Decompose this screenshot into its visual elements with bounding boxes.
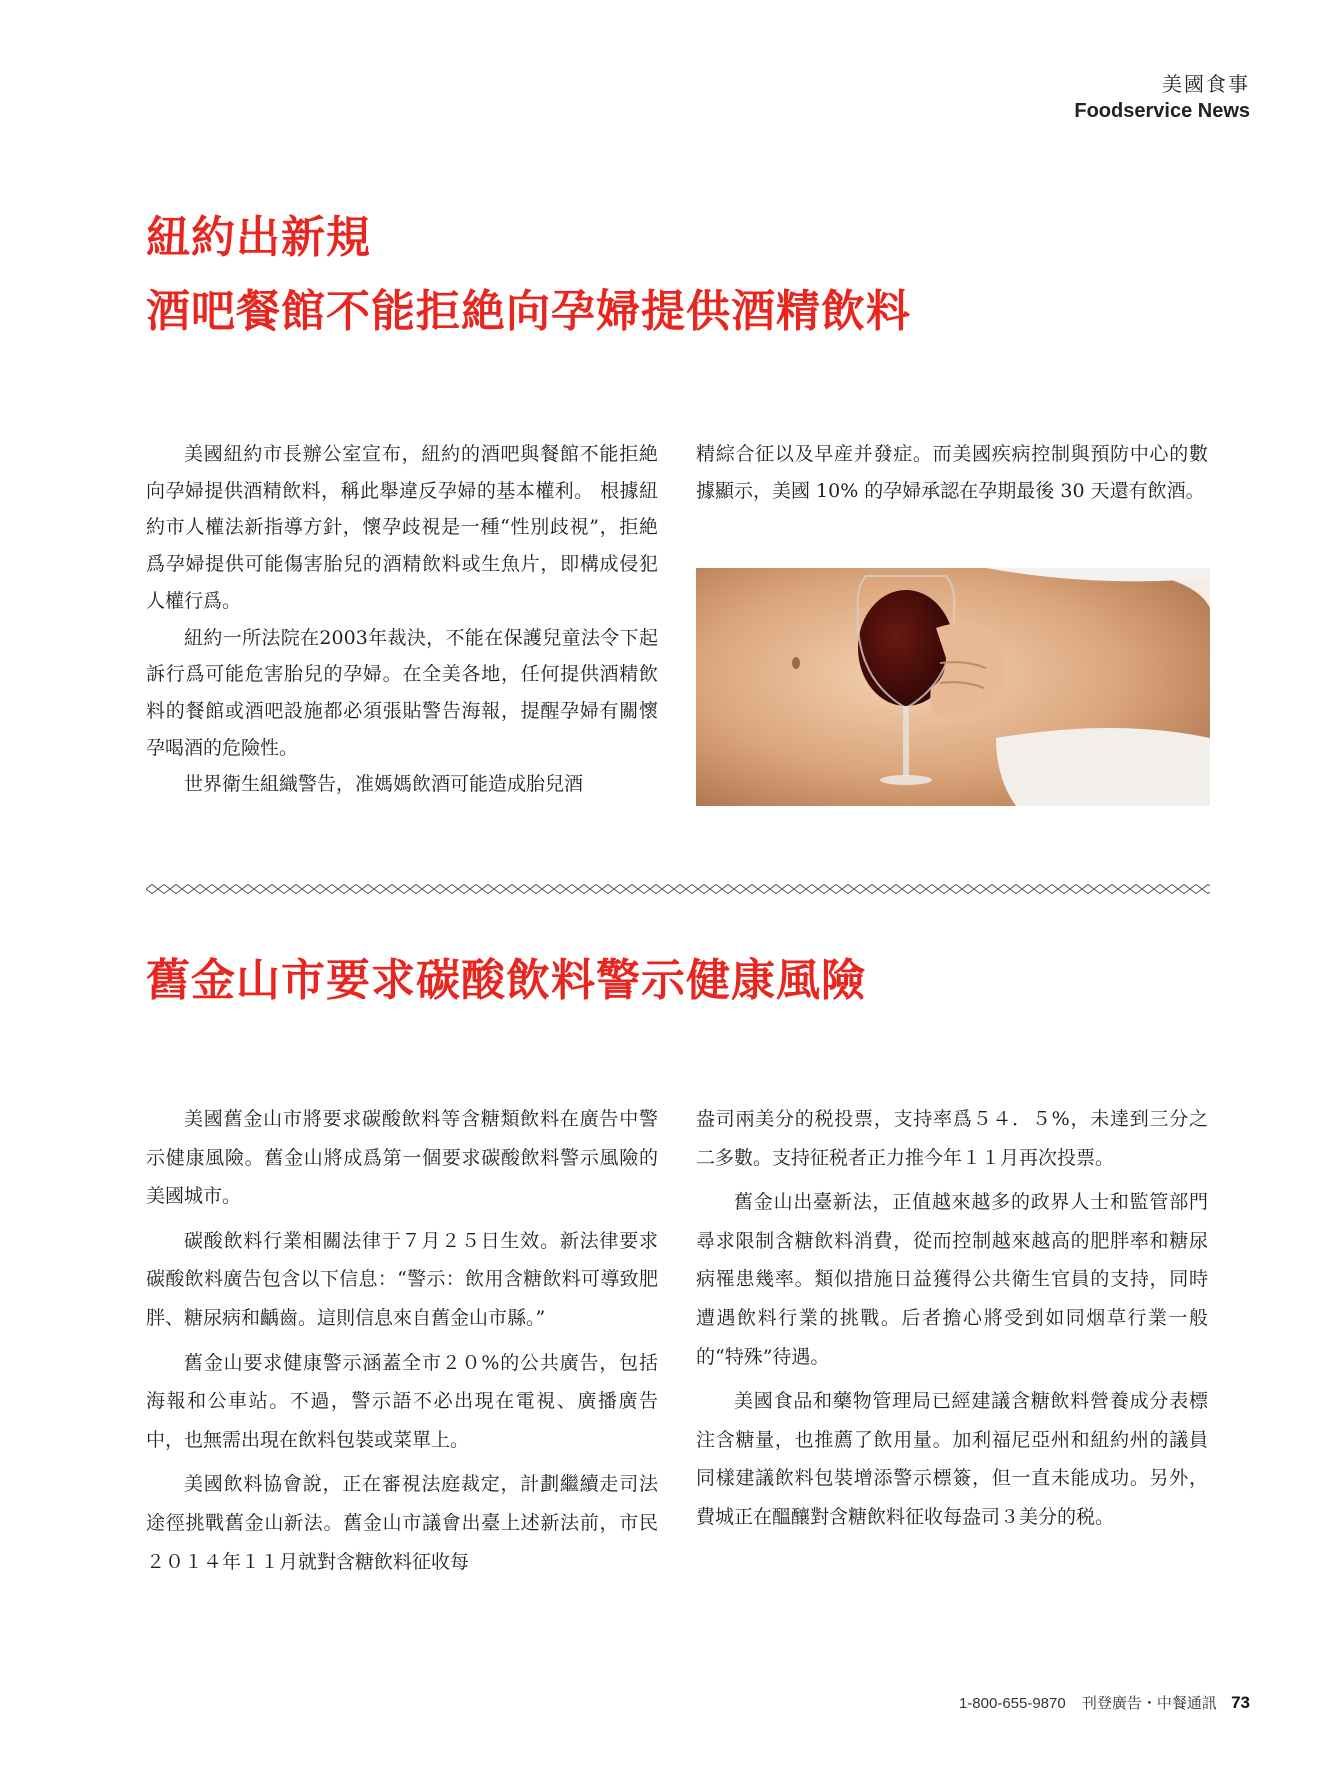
article1-right-column	[696, 436, 1208, 509]
page-number: 73	[1231, 1693, 1250, 1712]
article1-paragraph-continued: 精綜合征以及早産并發症。而美國疾病控制與預防中心的數據顯示，美國 10% 的孕婦承認在孕期最後 30 天還有飲酒。	[696, 443, 1208, 502]
article1-left-column	[146, 436, 658, 803]
article2-paragraph-continued: 盎司兩美分的税投票，支持率爲５４．５%，未達到三分之二多數。支持征税者正力推今年１１月再次投票。	[696, 1108, 1208, 1169]
article1-title-line1: 紐約出新規	[146, 212, 371, 263]
footer-label: 刊登廣告・中餐通訊	[1081, 1695, 1217, 1712]
footer-phone: 1-800-655-9870	[958, 1695, 1066, 1712]
article2-paragraph: 舊金山要求健康警示涵蓋全市２０%的公共廣告，包括海報和公車站。不過，警示語不必出現在電視、廣播廣告中，也無需出現在飲料包裝或菜單上。	[146, 1351, 658, 1451]
article2-paragraph: 舊金山出臺新法，正值越來越多的政界人士和監管部門尋求限制含糖飲料消費，從而控制越來越高的肥胖率和糖尿病罹患幾率。類似措施日益獲得公共衛生官員的支持，同時遭遇飲料行業的挑戰。后者擔心將受到如同烟草行業一般的“特殊”待遇。	[696, 1191, 1208, 1368]
section-divider	[146, 884, 1210, 894]
section-header	[1074, 70, 1250, 124]
article1-paragraph: 世界衛生組織警告，准媽媽飲酒可能造成胎兒酒	[184, 773, 584, 796]
pregnant-woman-wine-photo	[696, 568, 1210, 806]
article2-paragraph: 美國舊金山市將要求碳酸飲料等含糖類飲料在廣告中警示健康風險。舊金山將成爲第一個要求碳酸飲料警示風險的美國城市。	[146, 1108, 658, 1208]
article1-paragraph: 美國紐約市長辦公室宣布，紐約的酒吧與餐館不能拒絶向孕婦提供酒精飲料，稱此舉違反孕婦的基本權利。 根據紐約市人權法新指導方針，懷孕歧視是一種“性別歧視”，拒絶爲孕婦提供可能傷害胎兒的酒精飲料或生魚片，即構成侵犯人權行爲。	[146, 443, 658, 612]
article2-paragraph: 美國食品和藥物管理局已經建議含糖飲料營養成分表標注含糖量，也推薦了飲用量。加利福尼亞州和紐約州的議員同樣建議飲料包裝增添警示標簽，但一直未能成功。另外，費城正在醞釀對含糖飲料征收每盎司３美分的税。	[696, 1390, 1208, 1528]
page-footer	[959, 1692, 1250, 1713]
section-name-english: Foodservice News	[1074, 100, 1250, 122]
article2-paragraph: 美國飲料協會說，正在審視法庭裁定，計劃繼續走司法途徑挑戰舊金山新法。舊金山市議會出臺上述新法前，市民２０１４年１１月就對含糖飲料征收每	[146, 1473, 658, 1573]
article1-paragraph: 紐約一所法院在2003年裁決，不能在保護兒童法令下起訴行爲可能危害胎兒的孕婦。在全美各地，任何提供酒精飲料的餐館或酒吧設施都必須張貼警告海報，提醒孕婦有關懷孕喝酒的危險性。	[146, 626, 658, 759]
article1-title-line2: 酒吧餐館不能拒絶向孕婦提供酒精飲料	[146, 286, 911, 337]
article2-paragraph: 碳酸飲料行業相關法律于７月２５日生效。新法律要求碳酸飲料廣告包含以下信息：“警示：飲用含糖飲料可導致肥胖、糖尿病和齲齒。這則信息來自舊金山市縣。”	[146, 1229, 658, 1329]
article2-right-column	[696, 1100, 1208, 1537]
article2-left-column	[146, 1100, 658, 1581]
article2-title: 舊金山市要求碳酸飲料警示健康風險	[146, 955, 866, 1006]
section-name-chinese: 美國食事	[1162, 72, 1250, 96]
